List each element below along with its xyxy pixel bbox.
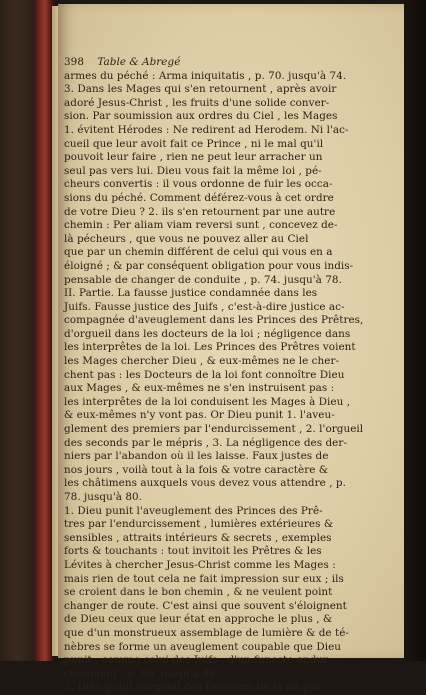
text-line: forts & touchants : tout invitoit les Prêtres & les — [64, 545, 322, 558]
text-line: adoré Jesus-Christ , les fruits d'une solide conver- — [64, 96, 330, 109]
text-line: aux Mages , & eux-mêmes ne s'en instruisent pas : — [64, 382, 335, 395]
text-line: là pécheurs , que vous ne pouvez aller au Ciel — [64, 232, 309, 245]
page-text — [64, 56, 390, 695]
text-line: glement des premiers par l'endurcissement , 2. l'orgueil — [64, 423, 364, 436]
text-line: de votre Dieu ? 2. ils s'en retournent par une autre — [64, 205, 336, 218]
text-line: de Dieu ceux que leur état en approche le plus , & — [64, 613, 333, 626]
text-line: & eux-mêmes n'y vont pas. Or Dieu punit 1. l'aveu- — [64, 409, 335, 422]
text-line: sion. Par soumission aux ordres du Ciel , les Mages — [64, 110, 338, 123]
text-line: cheurs convertis : il vous ordonne de fuir les occa- — [64, 178, 333, 191]
text-line: d'orgueil dans les docteurs de la loi ; négligence dans — [64, 327, 351, 340]
text-line: les interprêtes de la loi. Les Princes des Prêtres voient — [64, 341, 356, 354]
text-line: que d'un monstrueux assemblage de lumière & de té- — [64, 626, 349, 639]
text-line: 1. évitent Hérodes : Ne redirent ad Herodem. Ni l'ac- — [64, 123, 349, 136]
text-line: cissement , p. 80. jusqu'à 83. — [64, 667, 219, 680]
page-number: 398 — [64, 56, 84, 68]
text-line: les châtimens auxquels vous devez vous attendre , p. — [64, 477, 346, 490]
text-line: punit , comme celui des Juifs , d'un funeste endur- — [64, 654, 332, 667]
text-line: les Mages chercher Dieu , & eux-mêmes ne le cher- — [64, 355, 340, 368]
text-line: Juifs. Fausse justice des Juifs , c'est-à-dire justice ac- — [64, 300, 345, 313]
page-header — [64, 56, 390, 70]
text-line: compagnée d'aveuglement dans les Princes des Prêtres, — [64, 314, 364, 327]
text-line: changer de route. C'est ainsi que souvent s'éloignent — [64, 599, 347, 612]
text-line: se croient dans le bon chemin , & ne veulent point — [64, 586, 333, 599]
text-line: niers par l'abandon où il les laisse. Faux justes de — [64, 450, 329, 463]
text-line: armes du péché : Arma iniquitatis , p. 70. jusqu'à 74. — [64, 69, 347, 82]
text-line: mais rien de tout cela ne fait impression sur eux ; ils — [64, 572, 344, 585]
text-line: Lévites à chercher Jesus-Christ comme les Mages : — [64, 558, 336, 571]
text-line: chemin : Per aliam viam reversi sunt , concevez de- — [64, 219, 338, 232]
text-line: pensable de changer de conduite , p. 74. jusqu'à 78. — [64, 273, 342, 286]
text-line: 1. Dieu punit l'aveuglement des Princes des Prê- — [64, 504, 323, 517]
text-line: 2. Dieu punit l'orgueil des Docteurs de la loi par — [64, 681, 321, 694]
text-line: nèbres se forme un aveuglement coupable que Dieu — [64, 640, 342, 653]
page-gutter-shadow — [404, 0, 426, 661]
text-line: II. Partie. La fausse justice condamnée dans les — [64, 287, 318, 300]
text-line: pouvoit leur faire , rien ne peut leur arracher un — [64, 151, 323, 164]
text-line: sions du péché. Comment déférez-vous à cet ordre — [64, 191, 334, 204]
running-head: Table & Abregé — [97, 56, 181, 68]
text-line: 78. jusqu'à 80. — [64, 491, 143, 503]
text-line: des seconds par le mépris , 3. La négligence des der- — [64, 436, 347, 449]
text-line: chent pas : les Docteurs de la loi font connoître Dieu — [64, 368, 345, 381]
body-text — [64, 70, 390, 695]
text-line: seul pas vers lui. Dieu vous fait la même loi , pé- — [64, 164, 322, 177]
text-line: nos jours , voilà tout à la fois & votre caractère & — [64, 463, 329, 476]
text-line: 3. Dans les Mages qui s'en retournent , après avoir — [64, 83, 337, 96]
text-line: sensibles , attraits intérieurs & secrets , exemples — [64, 531, 332, 544]
text-line: tres par l'endurcissement , lumières extérieures & — [64, 518, 334, 531]
text-line: éloigné ; & par conséquent obligation pour vous indis- — [64, 259, 354, 272]
book-spine — [34, 0, 54, 661]
text-line: que par un chemin différent de celui qui vous en a — [64, 246, 333, 259]
text-line: cueil que leur avoit fait ce Prince , ni le mal qu'il — [64, 137, 324, 150]
text-line: les interprêtes de la loi conduisent les Mages à Dieu , — [64, 395, 351, 408]
